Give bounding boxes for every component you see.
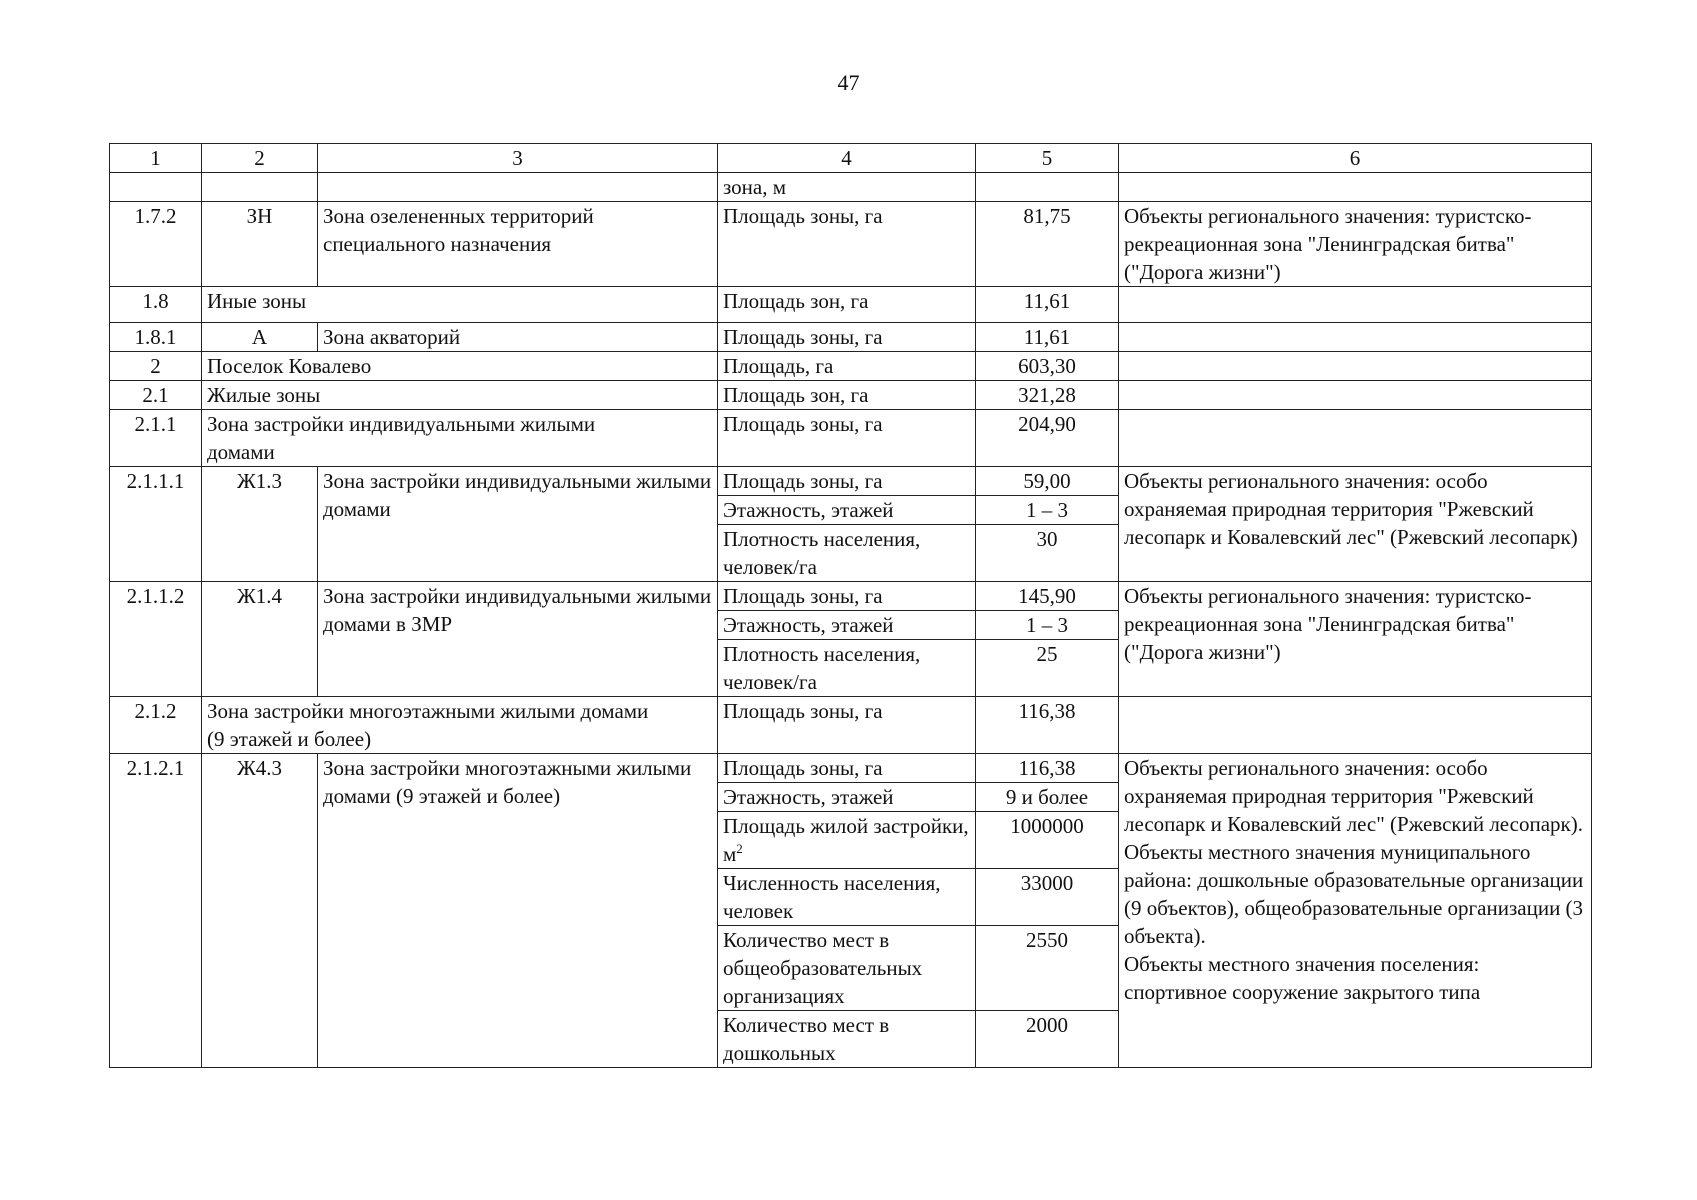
param-cell: Площадь зоны, га — [718, 754, 976, 783]
zone-name: Жилые зоны — [202, 381, 718, 410]
table-row — [110, 287, 1592, 323]
note-paragraph: Объекты местного значения поселения: спортивное сооружение закрытого типа — [1124, 952, 1481, 1004]
row-number: 2.1.1.1 — [110, 467, 202, 582]
param-text: Площадь жилой застройки, м — [723, 814, 969, 866]
header-cell-4: 4 — [718, 144, 976, 173]
zone-code: Ж1.3 — [202, 467, 318, 582]
row-number: 2.1.1.2 — [110, 582, 202, 697]
param-cell: Плотность населения, человек/га — [718, 640, 976, 697]
superscript: 2 — [736, 841, 743, 856]
zone-code: Ж1.4 — [202, 582, 318, 697]
row-number: 2.1.2 — [110, 697, 202, 754]
table-row — [110, 202, 1592, 287]
zone-name — [202, 697, 718, 754]
zone-code: ЗН — [202, 202, 318, 287]
row-number: 1.8 — [110, 287, 202, 323]
param-cell: Площадь зоны, га — [718, 697, 976, 754]
param-cell: Площадь зоны, га — [718, 323, 976, 352]
param-cell: Количество мест в дошкольных — [718, 1011, 976, 1068]
value-cell: 11,61 — [976, 323, 1119, 352]
zone-name: Зона застройки многоэтажными жилыми домами (9 этажей и более) — [318, 754, 718, 1068]
table-row — [110, 582, 1592, 611]
param-cell: Плотность населения, человек/га — [718, 525, 976, 582]
value-cell: 116,38 — [976, 697, 1119, 754]
zone-code: А — [202, 323, 318, 352]
header-cell-1: 1 — [110, 144, 202, 173]
header-cell-5: 5 — [976, 144, 1119, 173]
row-number: 2.1 — [110, 381, 202, 410]
note-cell: Объекты регионального значения: туристско-рекреационная зона "Ленинградская битва" ("Дорога жизни") — [1119, 582, 1592, 697]
value-cell: 116,38 — [976, 754, 1119, 783]
param-cell: зона, м — [718, 173, 976, 202]
value-cell: 9 и более — [976, 783, 1119, 812]
table-row — [110, 697, 1592, 754]
param-cell — [718, 812, 976, 869]
header-row — [110, 144, 1592, 173]
value-cell: 59,00 — [976, 467, 1119, 496]
zone-name: Поселок Ковалево — [202, 352, 718, 381]
param-cell: Этажность, этажей — [718, 611, 976, 640]
param-cell: Площадь, га — [718, 352, 976, 381]
zone-code: Ж4.3 — [202, 754, 318, 1068]
param-cell: Площадь зоны, га — [718, 582, 976, 611]
value-cell: 2550 — [976, 926, 1119, 1011]
table-row — [110, 467, 1592, 496]
value-cell: 33000 — [976, 869, 1119, 926]
param-cell: Численность населения, человек — [718, 869, 976, 926]
zone-name: Иные зоны — [202, 287, 718, 323]
param-cell: Площадь зон, га — [718, 287, 976, 323]
row-number: 1.7.2 — [110, 202, 202, 287]
param-cell: Этажность, этажей — [718, 496, 976, 525]
note-paragraph: Объекты местного значения муниципального района: дошкольные образовательные организации (9 объектов), общеобразовательные организации (3 объекта). — [1124, 840, 1584, 948]
value-cell: 2000 — [976, 1011, 1119, 1068]
value-cell: 145,90 — [976, 582, 1119, 611]
table-row — [110, 173, 1592, 202]
zone-name: Зона застройки индивидуальными жилыми домами в ЗМР — [318, 582, 718, 697]
header-cell-6: 6 — [1119, 144, 1592, 173]
param-cell: Площадь зоны, га — [718, 467, 976, 496]
table-row — [110, 381, 1592, 410]
zone-name: Зона озелененных территорий специального назначения — [318, 202, 718, 287]
header-cell-3: 3 — [318, 144, 718, 173]
table-row — [110, 410, 1592, 467]
table-row — [110, 323, 1592, 352]
note-cell — [1119, 754, 1592, 1068]
row-number: 2.1.1 — [110, 410, 202, 467]
value-cell: 81,75 — [976, 202, 1119, 287]
page-number: 47 — [837, 70, 860, 95]
param-cell: Этажность, этажей — [718, 783, 976, 812]
param-cell: Количество мест в общеобразовательных организациях — [718, 926, 976, 1011]
param-cell: Площадь зоны, га — [718, 202, 976, 287]
table-row — [110, 352, 1592, 381]
row-number: 1.8.1 — [110, 323, 202, 352]
value-cell: 204,90 — [976, 410, 1119, 467]
note-cell: Объекты регионального значения: особо охраняемая природная территория "Ржевский лесопарк и Ковалевский лес" (Ржевский лесопарк) — [1119, 467, 1592, 582]
value-cell: 1 – 3 — [976, 496, 1119, 525]
row-number: 2 — [110, 352, 202, 381]
zones-table — [109, 143, 1592, 1068]
zone-name: Зона застройки индивидуальными жилыми домами — [318, 467, 718, 582]
value-cell: 30 — [976, 525, 1119, 582]
row-number: 2.1.2.1 — [110, 754, 202, 1068]
value-cell: 321,28 — [976, 381, 1119, 410]
param-cell: Площадь зон, га — [718, 381, 976, 410]
value-cell: 1 – 3 — [976, 611, 1119, 640]
zone-name — [202, 410, 718, 467]
value-cell: 25 — [976, 640, 1119, 697]
param-cell: Площадь зоны, га — [718, 410, 976, 467]
zone-name: Зона акваторий — [318, 323, 718, 352]
table-row — [110, 754, 1592, 783]
value-cell: 1000000 — [976, 812, 1119, 869]
value-cell: 11,61 — [976, 287, 1119, 323]
zone-name-text: Зона застройки индивидуальными жилыми домами — [207, 412, 596, 464]
note-paragraph: Объекты регионального значения: особо охраняемая природная территория "Ржевский лесопарк и Ковалевский лес" (Ржевский лесопарк). — [1124, 756, 1583, 836]
value-cell: 603,30 — [976, 352, 1119, 381]
note-cell: Объекты регионального значения: туристско-рекреационная зона "Ленинградская битва" ("Дорога жизни") — [1119, 202, 1592, 287]
header-cell-2: 2 — [202, 144, 318, 173]
zone-name-text: Зона застройки многоэтажными жилыми домами (9 этажей и более) — [207, 699, 649, 751]
